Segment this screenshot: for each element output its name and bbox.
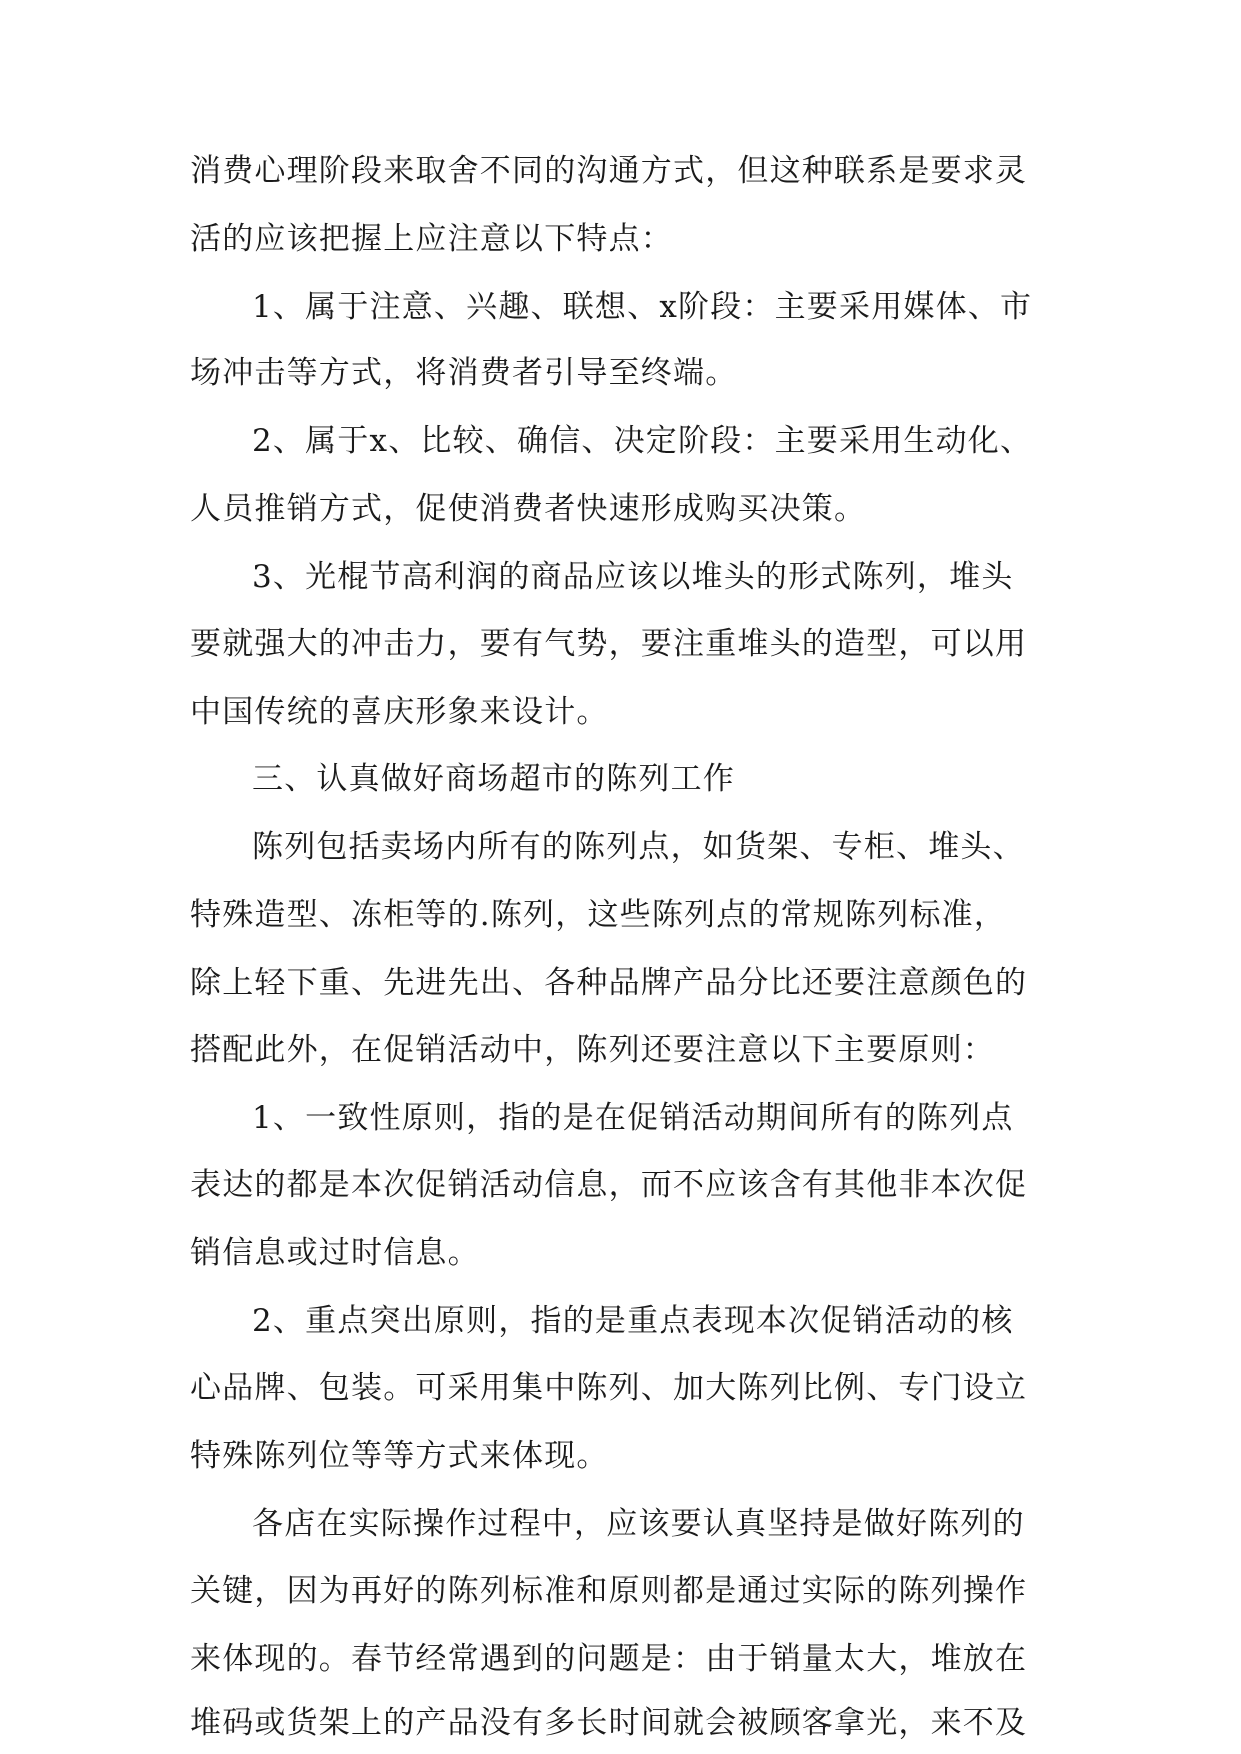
paragraph-first-line: 2、重点突出原则，指的是重点表现本次促销活动的核 (252, 1303, 1014, 1339)
text-line: 除上轻下重、先进先出、各种品牌产品分比还要注意颜色的 (190, 965, 1028, 1001)
text-line: 场冲击等方式，将消费者引导至终端。 (190, 355, 738, 391)
text-line: 要就强大的冲击力，要有气势，要注重堆头的造型，可以用 (190, 626, 1028, 662)
paragraph-first-line: 3、光棍节高利润的商品应该以堆头的形式陈列，堆头 (252, 559, 1014, 595)
paragraph-first-line: 陈列包括卖场内所有的陈列点，如货架、专柜、堆头、 (252, 829, 1025, 865)
text-line: 心品牌、包装。可采用集中陈列、加大陈列比例、专门设立 (190, 1370, 1028, 1406)
paragraph-first-line: 2、属于x、比较、确信、决定阶段：主要采用生动化、 (252, 423, 1033, 459)
section-heading: 三、认真做好商场超市的陈列工作 (252, 761, 735, 797)
text-line: 特殊陈列位等等方式来体现。 (190, 1438, 609, 1474)
text-line: 活的应该把握上应注意以下特点： (190, 221, 673, 257)
text-line: 销信息或过时信息。 (190, 1235, 480, 1271)
text-line: 搭配此外，在促销活动中，陈列还要注意以下主要原则： (190, 1032, 995, 1068)
text-line: 中国传统的喜庆形象来设计。 (190, 694, 609, 730)
paragraph-first-line: 1、属于注意、兴趣、联想、x阶段：主要采用媒体、市 (252, 289, 1033, 325)
text-line: 人员推销方式，促使消费者快速形成购买决策。 (190, 491, 867, 527)
text-line: 表达的都是本次促销活动信息，而不应该含有其他非本次促 (190, 1167, 1028, 1203)
text-line: 特殊造型、冻柜等的.陈列，这些陈列点的常规陈列标准， (190, 897, 1007, 933)
text-line: 关键，因为再好的陈列标准和原则都是通过实际的陈列操作 (190, 1573, 1028, 1609)
paragraph-first-line: 各店在实际操作过程中，应该要认真坚持是做好陈列的 (252, 1506, 1025, 1542)
paragraph-first-line: 1、一致性原则，指的是在促销活动期间所有的陈列点 (252, 1100, 1014, 1136)
text-line: 堆码或货架上的产品没有多长时间就会被顾客拿光，来不及 (190, 1705, 1028, 1741)
text-line: 来体现的。春节经常遇到的问题是：由于销量太大，堆放在 (190, 1641, 1028, 1677)
text-line: 消费心理阶段来取舍不同的沟通方式，但这种联系是要求灵 (190, 153, 1028, 189)
